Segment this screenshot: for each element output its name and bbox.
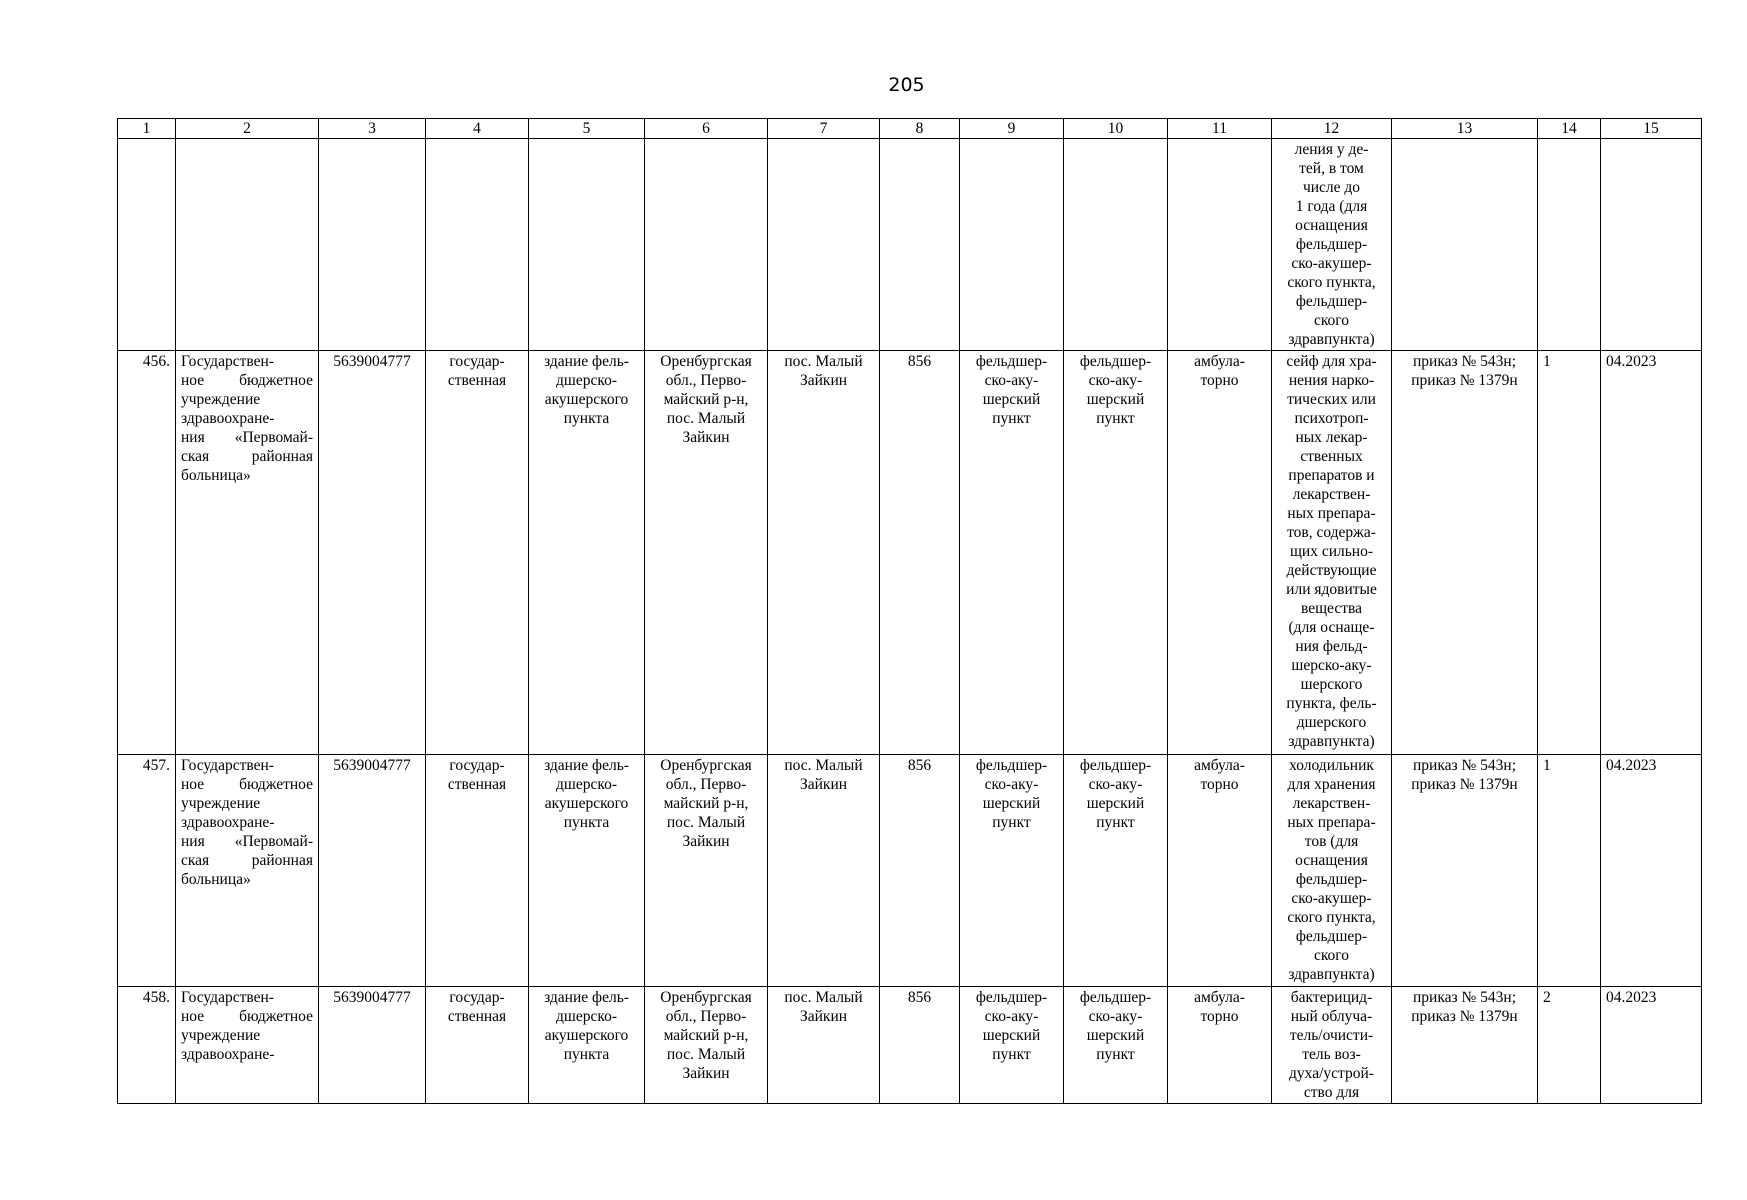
text-line: шерский: [982, 795, 1041, 812]
text-line: майский р-н,: [663, 391, 749, 408]
order-cell: [1392, 351, 1538, 755]
care-type-cell: [1168, 351, 1272, 755]
text-line: торно: [1200, 776, 1239, 793]
date-cell: 04.2023: [1601, 755, 1702, 987]
row-number: 458.: [118, 987, 176, 1104]
text-line: пункта: [563, 410, 610, 427]
text-line: ско-акушер-: [1291, 890, 1372, 907]
text-line: дшерско-: [556, 1008, 617, 1025]
ownership-cell: [426, 987, 529, 1104]
column-number: 15: [1601, 119, 1702, 139]
column-number: 4: [426, 119, 529, 139]
care-type-cell: [1168, 987, 1272, 1104]
text-line: приказ № 543н;: [1412, 757, 1517, 774]
text-line: ско-акушер-: [1291, 255, 1372, 272]
text-line: щих сильно-: [1289, 543, 1374, 560]
text-line: акушерского: [544, 795, 629, 812]
text-line: обл., Перво-: [665, 1008, 747, 1025]
text-line: ния «Первомай-: [181, 429, 313, 446]
text-line: ное бюджетное: [181, 372, 313, 389]
text-line: пункт: [992, 1046, 1031, 1063]
text-line: пос. Малый: [784, 353, 863, 370]
organization-cell: [176, 351, 319, 755]
text-line: холодильник: [1289, 757, 1374, 774]
text-line: пос. Малый: [784, 757, 863, 774]
empty-cell: [118, 139, 176, 351]
text-line: Зайкин: [682, 1065, 730, 1082]
text-line: фельдшер-: [1295, 928, 1368, 945]
text-line: ско-аку-: [984, 776, 1039, 793]
text-line: бактерицид-: [1290, 989, 1373, 1006]
text-line: Зайкин: [682, 429, 730, 446]
text-line: Государствен-: [181, 353, 274, 370]
text-line: майский р-н,: [663, 795, 749, 812]
quantity-cell: 1: [1538, 755, 1601, 987]
quantity-cell: 1: [1538, 351, 1601, 755]
building-cell: [529, 351, 645, 755]
inn-cell: 5639004777: [319, 351, 426, 755]
ownership-cell: [426, 351, 529, 755]
text-line: торно: [1200, 1008, 1239, 1025]
text-line: шерского: [1300, 676, 1363, 693]
text-line: майский р-н,: [663, 1027, 749, 1044]
text-line: амбула-: [1194, 353, 1245, 370]
ownership-cell: [426, 755, 529, 987]
text-line: психотроп-: [1294, 410, 1369, 427]
text-line: шерско-аку-: [1291, 657, 1372, 674]
text-line: препаратов и: [1288, 467, 1375, 484]
empty-cell: [176, 139, 319, 351]
order-cell: [1392, 987, 1538, 1104]
column-number: 1: [118, 119, 176, 139]
organization-cell: [176, 755, 319, 987]
text-line: ных лекар-: [1295, 429, 1368, 446]
text-line: ского: [1313, 947, 1350, 964]
text-line: шерский: [982, 1027, 1041, 1044]
empty-cell: [1392, 139, 1538, 351]
text-line: больница»: [181, 467, 251, 484]
table-row: [118, 987, 1702, 1104]
text-line: приказ № 1379н: [1411, 776, 1518, 793]
column-number: 13: [1392, 119, 1538, 139]
equipment-cell: [1272, 987, 1392, 1104]
unit-cell: [960, 755, 1064, 987]
text-line: Зайкин: [799, 372, 848, 389]
column-number: 8: [880, 119, 960, 139]
text-line: оснащения: [1295, 852, 1368, 869]
text-line: пункт: [1096, 814, 1135, 831]
locality-cell: [768, 351, 880, 755]
text-line: пункта, фель-: [1286, 695, 1377, 712]
text-line: шерский: [1086, 1027, 1145, 1044]
text-line: фельдшер-: [975, 989, 1048, 1006]
code-cell: 856: [880, 351, 960, 755]
text-line: приказ № 543н;: [1412, 353, 1517, 370]
text-line: тей, в том: [1299, 160, 1364, 177]
text-line: торно: [1200, 372, 1239, 389]
continuation-row: [118, 139, 1702, 351]
inn-cell: 5639004777: [319, 987, 426, 1104]
text-line: тель воз-: [1302, 1046, 1361, 1063]
text-line: учреждение: [181, 391, 261, 408]
text-line: ского пункта,: [1287, 909, 1376, 926]
text-line: государ-: [449, 353, 505, 370]
text-line: государ-: [449, 757, 505, 774]
text-line: 1 года (для: [1295, 198, 1368, 215]
text-line: ных препара-: [1287, 505, 1376, 522]
text-line: амбула-: [1194, 757, 1245, 774]
locality-cell: [768, 987, 880, 1104]
column-number: 6: [645, 119, 768, 139]
text-line: фельдшер-: [1079, 989, 1152, 1006]
text-line: ных препара-: [1287, 814, 1376, 831]
column-number: 3: [319, 119, 426, 139]
text-line: амбула-: [1194, 989, 1245, 1006]
empty-cell: [1538, 139, 1601, 351]
text-line: действующие: [1286, 562, 1377, 579]
text-line: пункт: [1096, 410, 1135, 427]
text-line: пункта: [563, 1046, 610, 1063]
text-line: тов (для: [1304, 833, 1359, 850]
text-line: пункта: [563, 814, 610, 831]
text-line: учреждение: [181, 795, 261, 812]
empty-cell: [426, 139, 529, 351]
text-line: духа/устрой-: [1289, 1065, 1374, 1082]
text-line: фельдшер-: [1079, 353, 1152, 370]
text-line: Зайкин: [682, 833, 730, 850]
text-line: оснащения: [1295, 217, 1368, 234]
text-line: Оренбургская: [660, 353, 752, 370]
unit-cell: [1064, 351, 1168, 755]
text-line: приказ № 1379н: [1411, 1008, 1518, 1025]
column-number: 10: [1064, 119, 1168, 139]
equipment-cell: [1272, 139, 1392, 351]
text-line: ско-аку-: [984, 1008, 1039, 1025]
text-line: государ-: [449, 989, 505, 1006]
text-line: здание фель-: [544, 353, 629, 370]
text-line: приказ № 543н;: [1412, 989, 1517, 1006]
text-line: фельдшер-: [1079, 757, 1152, 774]
text-line: сейф для хра-: [1286, 353, 1377, 370]
empty-cell: [768, 139, 880, 351]
text-line: фельдшер-: [975, 353, 1048, 370]
text-line: пос. Малый: [784, 989, 863, 1006]
inn-cell: 5639004777: [319, 755, 426, 987]
text-line: Оренбургская: [660, 989, 752, 1006]
column-number-row: [118, 119, 1702, 139]
code-cell: 856: [880, 755, 960, 987]
text-line: здравоохране-: [181, 410, 275, 427]
text-line: здание фель-: [544, 757, 629, 774]
code-cell: 856: [880, 987, 960, 1104]
text-line: обл., Перво-: [665, 372, 747, 389]
locality-cell: [768, 755, 880, 987]
text-line: ное бюджетное: [181, 776, 313, 793]
equipment-cell: [1272, 755, 1392, 987]
text-line: ственная: [447, 372, 507, 389]
text-line: ского: [1313, 312, 1350, 329]
empty-cell: [1064, 139, 1168, 351]
text-line: (для оснаще-: [1288, 619, 1375, 636]
text-line: ская районная: [181, 448, 313, 465]
text-line: шерский: [1086, 391, 1145, 408]
text-line: здание фель-: [544, 989, 629, 1006]
text-line: или ядовитые: [1286, 581, 1377, 598]
text-line: нения нарко-: [1288, 372, 1375, 389]
care-type-cell: [1168, 755, 1272, 987]
text-line: ния фельд-: [1295, 638, 1368, 655]
row-number: 457.: [118, 755, 176, 987]
text-line: ственная: [447, 776, 507, 793]
text-line: фельдшер-: [1295, 871, 1368, 888]
unit-cell: [1064, 987, 1168, 1104]
text-line: пос. Малый: [666, 814, 746, 831]
text-line: ственных: [1300, 448, 1363, 465]
date-cell: 04.2023: [1601, 351, 1702, 755]
empty-cell: [1601, 139, 1702, 351]
text-line: дшерско-: [556, 776, 617, 793]
text-line: ская районная: [181, 852, 313, 869]
organization-cell: [176, 987, 319, 1104]
text-line: Зайкин: [799, 776, 848, 793]
building-cell: [529, 755, 645, 987]
text-line: тель/очисти-: [1289, 1027, 1374, 1044]
text-line: числе до: [1302, 179, 1361, 196]
table-row: [118, 755, 1702, 987]
text-line: шерский: [982, 391, 1041, 408]
text-line: ления у де-: [1294, 141, 1369, 158]
date-cell: 04.2023: [1601, 987, 1702, 1104]
text-line: пос. Малый: [666, 410, 746, 427]
text-line: Государствен-: [181, 757, 274, 774]
registry-table: [117, 118, 1702, 1104]
text-line: обл., Перво-: [665, 776, 747, 793]
page-number: 205: [888, 74, 925, 96]
text-line: Зайкин: [799, 1008, 848, 1025]
text-line: вещества: [1301, 600, 1362, 617]
column-number: 7: [768, 119, 880, 139]
text-line: ственная: [447, 1008, 507, 1025]
empty-cell: [529, 139, 645, 351]
address-cell: [645, 351, 768, 755]
empty-cell: [960, 139, 1064, 351]
text-line: тов, содержа-: [1287, 524, 1376, 541]
text-line: ное бюджетное: [181, 1008, 313, 1025]
column-number: 2: [176, 119, 319, 139]
row-number: 456.: [118, 351, 176, 755]
text-line: акушерского: [544, 391, 629, 408]
text-line: ско-аку-: [1088, 776, 1143, 793]
unit-cell: [960, 351, 1064, 755]
column-number: 12: [1272, 119, 1392, 139]
column-number: 9: [960, 119, 1064, 139]
text-line: здравпункта): [1288, 733, 1375, 750]
equipment-cell: [1272, 351, 1392, 755]
text-line: Оренбургская: [660, 757, 752, 774]
text-line: ство для: [1303, 1084, 1360, 1101]
text-line: Государствен-: [181, 989, 274, 1006]
text-line: для хранения: [1287, 776, 1376, 793]
empty-cell: [1168, 139, 1272, 351]
text-line: приказ № 1379н: [1411, 372, 1518, 389]
empty-cell: [319, 139, 426, 351]
text-line: здравпункта): [1288, 331, 1375, 348]
column-number: 11: [1168, 119, 1272, 139]
text-line: ный облуча-: [1290, 1008, 1373, 1025]
text-line: дшерского: [1296, 714, 1367, 731]
text-line: пункт: [992, 814, 1031, 831]
text-line: пункт: [992, 410, 1031, 427]
text-line: фельдшер-: [1295, 293, 1368, 310]
text-line: здравоохране-: [181, 814, 275, 831]
text-line: лекарствен-: [1292, 795, 1371, 812]
quantity-cell: 2: [1538, 987, 1601, 1104]
text-line: ско-аку-: [1088, 1008, 1143, 1025]
text-line: тических или: [1287, 391, 1376, 408]
text-line: ско-аку-: [1088, 372, 1143, 389]
unit-cell: [1064, 755, 1168, 987]
column-number: 5: [529, 119, 645, 139]
table-row: [118, 351, 1702, 755]
empty-cell: [645, 139, 768, 351]
text-line: пос. Малый: [666, 1046, 746, 1063]
text-line: фельдшер-: [975, 757, 1048, 774]
text-line: больница»: [181, 871, 251, 888]
text-line: акушерского: [544, 1027, 629, 1044]
text-line: дшерско-: [556, 372, 617, 389]
empty-cell: [880, 139, 960, 351]
text-line: лекарствен-: [1292, 486, 1371, 503]
text-line: здравоохране-: [181, 1046, 275, 1063]
text-line: шерский: [1086, 795, 1145, 812]
building-cell: [529, 987, 645, 1104]
text-line: фельдшер-: [1295, 236, 1368, 253]
text-line: ского пункта,: [1287, 274, 1376, 291]
column-number: 14: [1538, 119, 1601, 139]
address-cell: [645, 755, 768, 987]
address-cell: [645, 987, 768, 1104]
unit-cell: [960, 987, 1064, 1104]
text-line: пункт: [1096, 1046, 1135, 1063]
text-line: ния «Первомай-: [181, 833, 313, 850]
text-line: ско-аку-: [984, 372, 1039, 389]
text-line: здравпункта): [1288, 966, 1375, 983]
order-cell: [1392, 755, 1538, 987]
text-line: учреждение: [181, 1027, 261, 1044]
